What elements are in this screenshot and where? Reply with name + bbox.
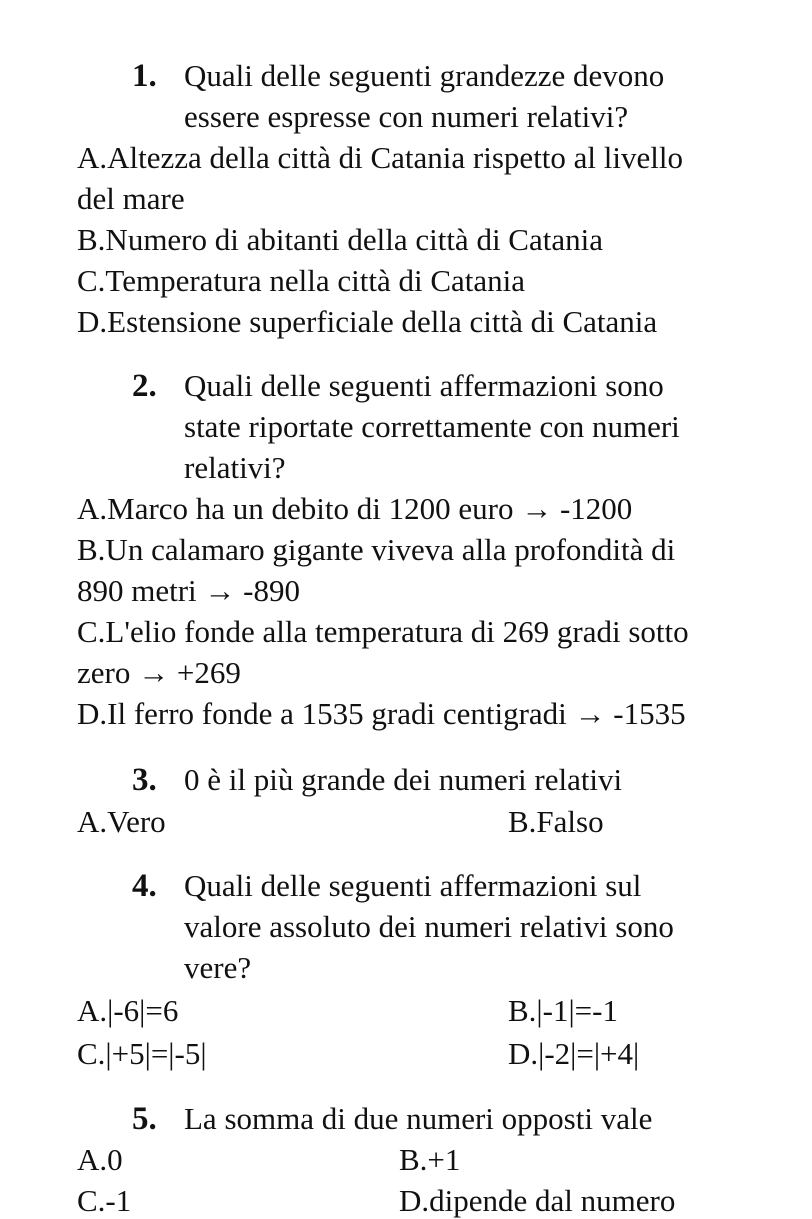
option-line: A.|-6|=6 bbox=[77, 993, 179, 1028]
question-text-line: Quali delle seguenti affermazioni sono bbox=[184, 368, 664, 403]
option-line: B.+1 bbox=[399, 1142, 461, 1177]
option-line: D.dipende dal numero bbox=[399, 1183, 676, 1218]
option-line: del mare bbox=[77, 181, 185, 216]
question-text-line: Quali delle seguenti grandezze devono bbox=[184, 58, 665, 93]
option-line: D.|-2|=|+4| bbox=[508, 1036, 640, 1071]
option-line: B.Un calamaro gigante viveva alla profondità di bbox=[77, 532, 676, 567]
option-line: B.Numero di abitanti della città di Catania bbox=[77, 222, 603, 257]
option-line: A.0 bbox=[77, 1142, 123, 1177]
question-number: 5. bbox=[132, 1101, 157, 1137]
question-text-line: essere espresse con numeri relativi? bbox=[184, 99, 629, 134]
question-text-line: Quali delle seguenti affermazioni sul bbox=[184, 868, 642, 903]
option-line: zero → +269 bbox=[77, 655, 241, 690]
option-line: D.Il ferro fonde a 1535 gradi centigradi → -1535 bbox=[77, 696, 686, 731]
question-text-line: 0 è il più grande dei numeri relativi bbox=[184, 762, 623, 797]
question-text-line: state riportate correttamente con numeri bbox=[184, 409, 680, 444]
option-line: A.Marco ha un debito di 1200 euro → -1200 bbox=[77, 491, 633, 526]
option-line: A.Altezza della città di Catania rispetto al livello bbox=[77, 140, 683, 175]
question-number: 4. bbox=[132, 868, 157, 904]
option-line: 890 metri → -890 bbox=[77, 573, 300, 608]
option-line: D.Estensione superficiale della città di Catania bbox=[77, 304, 658, 339]
option-line: A.Vero bbox=[77, 804, 166, 839]
question-text-line: vere? bbox=[184, 950, 252, 985]
question-number: 1. bbox=[132, 58, 157, 94]
question-number: 2. bbox=[132, 368, 157, 404]
option-line: C.|+5|=|-5| bbox=[77, 1036, 207, 1071]
question-text-line: relativi? bbox=[184, 450, 286, 485]
question-text-line: La somma di due numeri opposti vale bbox=[184, 1101, 653, 1136]
option-line: C.L'elio fonde alla temperatura di 269 gradi sotto bbox=[77, 614, 689, 649]
option-line: C.-1 bbox=[77, 1183, 132, 1218]
option-line: B.|-1|=-1 bbox=[508, 993, 618, 1028]
option-line: C.Temperatura nella città di Catania bbox=[77, 263, 526, 298]
question-text-line: valore assoluto dei numeri relativi sono bbox=[184, 909, 674, 944]
option-line: B.Falso bbox=[508, 804, 604, 839]
question-number: 3. bbox=[132, 762, 157, 798]
